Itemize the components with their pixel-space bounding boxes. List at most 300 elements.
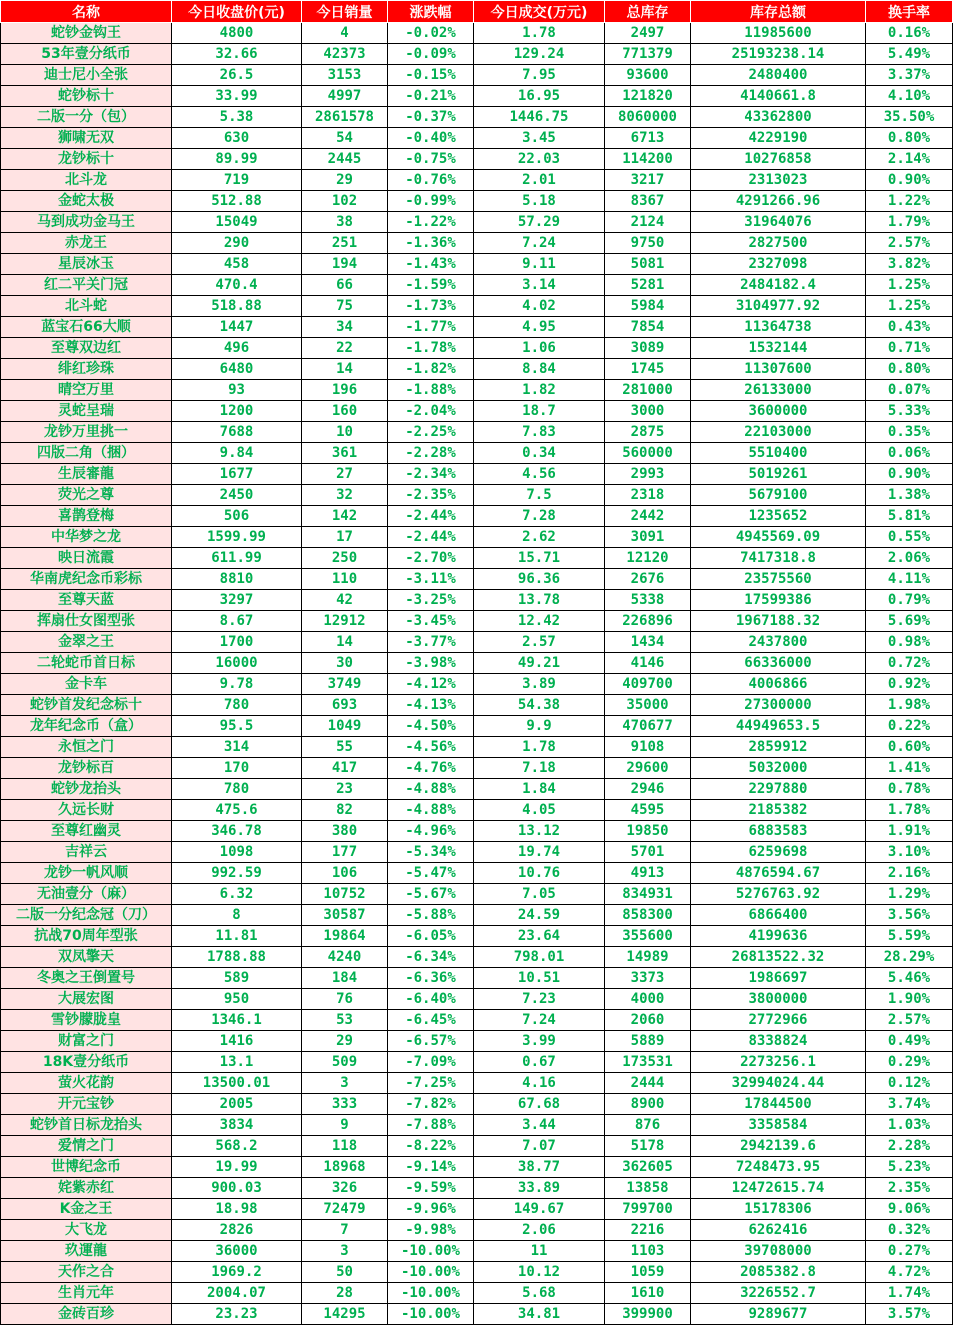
cell-turnover-rate: 5.81% — [866, 506, 953, 527]
cell-turnover-rate: 3.56% — [866, 905, 953, 926]
cell-name: 吉祥云 — [1, 842, 172, 863]
cell-name: 蓝宝石66大顺 — [1, 317, 172, 338]
cell-total-stock: 4913 — [605, 863, 691, 884]
cell-name: 生辰審龍 — [1, 464, 172, 485]
cell-turnover-amount: 9.9 — [474, 716, 605, 737]
cell-volume: 66 — [302, 275, 388, 296]
cell-turnover-amount: 10.51 — [474, 968, 605, 989]
cell-volume: 28 — [302, 1283, 388, 1304]
cell-total-stock: 2497 — [605, 23, 691, 44]
cell-total-stock: 1059 — [605, 1262, 691, 1283]
cell-turnover-rate: 1.03% — [866, 1115, 953, 1136]
cell-stock-value: 66336000 — [691, 653, 866, 674]
cell-close-price: 3297 — [172, 590, 302, 611]
cell-change: -7.82% — [388, 1094, 474, 1115]
table-row — [1, 695, 953, 716]
cell-close-price: 1098 — [172, 842, 302, 863]
cell-stock-value: 3104977.92 — [691, 296, 866, 317]
cell-total-stock: 3373 — [605, 968, 691, 989]
cell-total-stock: 4595 — [605, 800, 691, 821]
cell-turnover-rate: 2.57% — [866, 233, 953, 254]
cell-volume: 380 — [302, 821, 388, 842]
cell-total-stock: 355600 — [605, 926, 691, 947]
cell-total-stock: 3091 — [605, 527, 691, 548]
cell-close-price: 13.1 — [172, 1052, 302, 1073]
cell-close-price: 93 — [172, 380, 302, 401]
cell-change: -3.77% — [388, 632, 474, 653]
cell-turnover-rate: 4.72% — [866, 1262, 953, 1283]
cell-change: -6.34% — [388, 947, 474, 968]
header-change: 涨跌幅 — [388, 1, 474, 23]
table-row — [1, 1262, 953, 1283]
header-turnover-amount: 今日成交(万元) — [474, 1, 605, 23]
table-row — [1, 191, 953, 212]
cell-volume: 10752 — [302, 884, 388, 905]
cell-close-price: 2005 — [172, 1094, 302, 1115]
cell-stock-value: 4006866 — [691, 674, 866, 695]
cell-stock-value: 4291266.96 — [691, 191, 866, 212]
cell-volume: 76 — [302, 989, 388, 1010]
cell-turnover-amount: 12.42 — [474, 611, 605, 632]
table-row — [1, 863, 953, 884]
cell-stock-value: 4229190 — [691, 128, 866, 149]
cell-stock-value: 7248473.95 — [691, 1157, 866, 1178]
table-row — [1, 1241, 953, 1262]
cell-turnover-rate: 5.59% — [866, 926, 953, 947]
cell-change: -9.96% — [388, 1199, 474, 1220]
cell-volume: 250 — [302, 548, 388, 569]
cell-stock-value: 10276858 — [691, 149, 866, 170]
cell-turnover-rate: 1.98% — [866, 695, 953, 716]
cell-turnover-rate: 0.27% — [866, 1241, 953, 1262]
cell-close-price: 1700 — [172, 632, 302, 653]
cell-total-stock: 8900 — [605, 1094, 691, 1115]
cell-stock-value: 5032000 — [691, 758, 866, 779]
cell-change: -6.40% — [388, 989, 474, 1010]
cell-turnover-rate: 0.29% — [866, 1052, 953, 1073]
cell-close-price: 3834 — [172, 1115, 302, 1136]
cell-close-price: 346.78 — [172, 821, 302, 842]
cell-volume: 32 — [302, 485, 388, 506]
cell-turnover-amount: 38.77 — [474, 1157, 605, 1178]
cell-total-stock: 281000 — [605, 380, 691, 401]
cell-turnover-amount: 7.24 — [474, 1010, 605, 1031]
cell-stock-value: 17599386 — [691, 590, 866, 611]
cell-name: 灵蛇呈瑞 — [1, 401, 172, 422]
cell-change: -8.22% — [388, 1136, 474, 1157]
table-row — [1, 1073, 953, 1094]
cell-volume: 29 — [302, 170, 388, 191]
cell-volume: 118 — [302, 1136, 388, 1157]
cell-volume: 4240 — [302, 947, 388, 968]
cell-total-stock: 2060 — [605, 1010, 691, 1031]
cell-turnover-amount: 3.89 — [474, 674, 605, 695]
table-row — [1, 1010, 953, 1031]
cell-close-price: 512.88 — [172, 191, 302, 212]
cell-name: 玖運龍 — [1, 1241, 172, 1262]
cell-turnover-rate: 1.91% — [866, 821, 953, 842]
cell-change: -2.44% — [388, 527, 474, 548]
cell-volume: 22 — [302, 338, 388, 359]
cell-stock-value: 26813522.32 — [691, 947, 866, 968]
cell-turnover-amount: 54.38 — [474, 695, 605, 716]
cell-turnover-amount: 10.12 — [474, 1262, 605, 1283]
cell-change: -0.76% — [388, 170, 474, 191]
cell-total-stock: 1610 — [605, 1283, 691, 1304]
cell-stock-value: 17844500 — [691, 1094, 866, 1115]
cell-turnover-rate: 2.28% — [866, 1136, 953, 1157]
cell-total-stock: 5889 — [605, 1031, 691, 1052]
cell-turnover-rate: 3.82% — [866, 254, 953, 275]
cell-total-stock: 858300 — [605, 905, 691, 926]
cell-turnover-rate: 5.46% — [866, 968, 953, 989]
cell-close-price: 470.4 — [172, 275, 302, 296]
table-row — [1, 86, 953, 107]
cell-change: -3.11% — [388, 569, 474, 590]
cell-close-price: 19.99 — [172, 1157, 302, 1178]
cell-name: 至尊双边红 — [1, 338, 172, 359]
cell-volume: 42 — [302, 590, 388, 611]
cell-turnover-amount: 4.02 — [474, 296, 605, 317]
cell-volume: 50 — [302, 1262, 388, 1283]
cell-turnover-rate: 28.29% — [866, 947, 953, 968]
cell-volume: 12912 — [302, 611, 388, 632]
cell-change: -0.40% — [388, 128, 474, 149]
cell-change: -10.00% — [388, 1241, 474, 1262]
table-row — [1, 422, 953, 443]
table-row — [1, 506, 953, 527]
cell-volume: 17 — [302, 527, 388, 548]
cell-stock-value: 2437800 — [691, 632, 866, 653]
cell-stock-value: 11985600 — [691, 23, 866, 44]
cell-turnover-rate: 3.57% — [866, 1304, 953, 1325]
cell-stock-value: 2480400 — [691, 65, 866, 86]
cell-close-price: 458 — [172, 254, 302, 275]
cell-close-price: 1677 — [172, 464, 302, 485]
cell-turnover-rate: 0.90% — [866, 170, 953, 191]
cell-volume: 110 — [302, 569, 388, 590]
cell-turnover-rate: 1.29% — [866, 884, 953, 905]
cell-name: 绯红珍珠 — [1, 359, 172, 380]
cell-total-stock: 13858 — [605, 1178, 691, 1199]
table-row — [1, 44, 953, 65]
cell-name: 星辰冰玉 — [1, 254, 172, 275]
cell-total-stock: 93600 — [605, 65, 691, 86]
cell-turnover-amount: 24.59 — [474, 905, 605, 926]
cell-close-price: 992.59 — [172, 863, 302, 884]
cell-change: -2.28% — [388, 443, 474, 464]
cell-volume: 29 — [302, 1031, 388, 1052]
cell-stock-value: 3358584 — [691, 1115, 866, 1136]
cell-turnover-amount: 0.34 — [474, 443, 605, 464]
cell-turnover-rate: 5.33% — [866, 401, 953, 422]
cell-turnover-amount: 129.24 — [474, 44, 605, 65]
cell-stock-value: 1532144 — [691, 338, 866, 359]
cell-name: 喜鹊登梅 — [1, 506, 172, 527]
table-row — [1, 821, 953, 842]
cell-turnover-amount: 1446.75 — [474, 107, 605, 128]
cell-turnover-rate: 0.90% — [866, 464, 953, 485]
cell-turnover-amount: 16.95 — [474, 86, 605, 107]
cell-change: -4.96% — [388, 821, 474, 842]
cell-turnover-amount: 8.84 — [474, 359, 605, 380]
cell-change: -10.00% — [388, 1262, 474, 1283]
cell-total-stock: 5178 — [605, 1136, 691, 1157]
cell-turnover-amount: 4.05 — [474, 800, 605, 821]
cell-stock-value: 44949653.5 — [691, 716, 866, 737]
cell-total-stock: 2216 — [605, 1220, 691, 1241]
cell-name: 金卡车 — [1, 674, 172, 695]
table-row — [1, 485, 953, 506]
cell-turnover-rate: 1.79% — [866, 212, 953, 233]
table-row — [1, 590, 953, 611]
table-row — [1, 1304, 953, 1325]
cell-volume: 14295 — [302, 1304, 388, 1325]
cell-volume: 142 — [302, 506, 388, 527]
cell-volume: 4997 — [302, 86, 388, 107]
table-row — [1, 1220, 953, 1241]
cell-total-stock: 1434 — [605, 632, 691, 653]
cell-volume: 82 — [302, 800, 388, 821]
cell-change: -1.59% — [388, 275, 474, 296]
cell-change: -6.36% — [388, 968, 474, 989]
cell-close-price: 1416 — [172, 1031, 302, 1052]
cell-stock-value: 5679100 — [691, 485, 866, 506]
cell-close-price: 9.84 — [172, 443, 302, 464]
cell-turnover-rate: 1.41% — [866, 758, 953, 779]
cell-change: -6.05% — [388, 926, 474, 947]
cell-close-price: 1969.2 — [172, 1262, 302, 1283]
cell-close-price: 290 — [172, 233, 302, 254]
cell-total-stock: 2875 — [605, 422, 691, 443]
cell-total-stock: 2318 — [605, 485, 691, 506]
cell-name: 二版一分纪念冠（刀） — [1, 905, 172, 926]
cell-close-price: 6.32 — [172, 884, 302, 905]
cell-change: -10.00% — [388, 1283, 474, 1304]
cell-volume: 75 — [302, 296, 388, 317]
cell-name: 北斗龙 — [1, 170, 172, 191]
cell-volume: 196 — [302, 380, 388, 401]
cell-change: -1.88% — [388, 380, 474, 401]
cell-stock-value: 4945569.09 — [691, 527, 866, 548]
cell-change: -5.88% — [388, 905, 474, 926]
cell-close-price: 314 — [172, 737, 302, 758]
cell-total-stock: 29600 — [605, 758, 691, 779]
cell-turnover-rate: 9.06% — [866, 1199, 953, 1220]
cell-turnover-amount: 7.95 — [474, 65, 605, 86]
cell-stock-value: 3800000 — [691, 989, 866, 1010]
cell-name: 开元宝钞 — [1, 1094, 172, 1115]
cell-change: -4.88% — [388, 779, 474, 800]
cell-stock-value: 11307600 — [691, 359, 866, 380]
cell-close-price: 496 — [172, 338, 302, 359]
cell-close-price: 950 — [172, 989, 302, 1010]
cell-name: 二轮蛇币首日标 — [1, 653, 172, 674]
cell-name: 蛇钞首发纪念标十 — [1, 695, 172, 716]
cell-turnover-rate: 1.78% — [866, 800, 953, 821]
cell-volume: 10 — [302, 422, 388, 443]
cell-volume: 72479 — [302, 1199, 388, 1220]
cell-change: -6.45% — [388, 1010, 474, 1031]
table-row — [1, 107, 953, 128]
table-row — [1, 212, 953, 233]
cell-turnover-rate: 2.16% — [866, 863, 953, 884]
cell-turnover-amount: 7.07 — [474, 1136, 605, 1157]
table-row — [1, 233, 953, 254]
table-row — [1, 611, 953, 632]
cell-turnover-rate: 0.12% — [866, 1073, 953, 1094]
cell-stock-value: 2185382 — [691, 800, 866, 821]
cell-volume: 4 — [302, 23, 388, 44]
cell-stock-value: 2827500 — [691, 233, 866, 254]
cell-turnover-amount: 3.99 — [474, 1031, 605, 1052]
cell-turnover-amount: 7.05 — [474, 884, 605, 905]
cell-total-stock: 19850 — [605, 821, 691, 842]
cell-name: 无油壹分（麻） — [1, 884, 172, 905]
cell-turnover-amount: 1.06 — [474, 338, 605, 359]
table-row — [1, 1094, 953, 1115]
cell-name: 18K壹分纸币 — [1, 1052, 172, 1073]
cell-name: 龙钞一帆风顺 — [1, 863, 172, 884]
cell-total-stock: 5081 — [605, 254, 691, 275]
cell-name: 迪士尼小全张 — [1, 65, 172, 86]
cell-turnover-amount: 34.81 — [474, 1304, 605, 1325]
cell-turnover-amount: 1.78 — [474, 737, 605, 758]
cell-turnover-rate: 3.74% — [866, 1094, 953, 1115]
cell-turnover-rate: 4.11% — [866, 569, 953, 590]
cell-change: -1.43% — [388, 254, 474, 275]
cell-close-price: 5.38 — [172, 107, 302, 128]
cell-stock-value: 6883583 — [691, 821, 866, 842]
cell-turnover-rate: 0.07% — [866, 380, 953, 401]
cell-stock-value: 3600000 — [691, 401, 866, 422]
cell-turnover-amount: 22.03 — [474, 149, 605, 170]
cell-total-stock: 226896 — [605, 611, 691, 632]
cell-turnover-rate: 1.25% — [866, 275, 953, 296]
cell-turnover-amount: 0.67 — [474, 1052, 605, 1073]
cell-close-price: 9.78 — [172, 674, 302, 695]
table-row — [1, 947, 953, 968]
cell-turnover-amount: 3.45 — [474, 128, 605, 149]
cell-stock-value: 1986697 — [691, 968, 866, 989]
cell-stock-value: 2859912 — [691, 737, 866, 758]
cell-volume: 34 — [302, 317, 388, 338]
table-row — [1, 254, 953, 275]
cell-change: -4.12% — [388, 674, 474, 695]
cell-turnover-rate: 0.32% — [866, 1220, 953, 1241]
cell-name: 金翠之王 — [1, 632, 172, 653]
cell-total-stock: 3217 — [605, 170, 691, 191]
cell-change: -4.13% — [388, 695, 474, 716]
cell-total-stock: 121820 — [605, 86, 691, 107]
header-stock-value: 库存总额 — [691, 1, 866, 23]
cell-turnover-rate: 0.79% — [866, 590, 953, 611]
table-row — [1, 1136, 953, 1157]
cell-change: -4.76% — [388, 758, 474, 779]
cell-name: 永恒之门 — [1, 737, 172, 758]
cell-stock-value: 11364738 — [691, 317, 866, 338]
cell-stock-value: 2327098 — [691, 254, 866, 275]
cell-name: K金之王 — [1, 1199, 172, 1220]
table-row — [1, 674, 953, 695]
cell-stock-value: 2313023 — [691, 170, 866, 191]
cell-change: -1.78% — [388, 338, 474, 359]
table-row — [1, 380, 953, 401]
cell-turnover-rate: 0.55% — [866, 527, 953, 548]
cell-close-price: 16000 — [172, 653, 302, 674]
cell-close-price: 630 — [172, 128, 302, 149]
cell-volume: 7 — [302, 1220, 388, 1241]
cell-turnover-rate: 1.90% — [866, 989, 953, 1010]
table-row — [1, 1178, 953, 1199]
cell-turnover-amount: 7.24 — [474, 233, 605, 254]
cell-name: 二版一分（包） — [1, 107, 172, 128]
cell-name: 天作之合 — [1, 1262, 172, 1283]
cell-volume: 509 — [302, 1052, 388, 1073]
cell-volume: 3 — [302, 1241, 388, 1262]
cell-name: 双凤擎天 — [1, 947, 172, 968]
cell-change: -2.25% — [388, 422, 474, 443]
cell-turnover-rate: 35.50% — [866, 107, 953, 128]
table-row — [1, 569, 953, 590]
cell-total-stock: 5701 — [605, 842, 691, 863]
cell-name: 龙钞标百 — [1, 758, 172, 779]
cell-stock-value: 27300000 — [691, 695, 866, 716]
cell-change: -3.45% — [388, 611, 474, 632]
cell-total-stock: 4000 — [605, 989, 691, 1010]
table-row — [1, 1052, 953, 1073]
cell-turnover-rate: 0.78% — [866, 779, 953, 800]
cell-name: 蛇钞首日标龙抬头 — [1, 1115, 172, 1136]
cell-volume: 9 — [302, 1115, 388, 1136]
cell-change: -0.15% — [388, 65, 474, 86]
cell-volume: 54 — [302, 128, 388, 149]
cell-total-stock: 9750 — [605, 233, 691, 254]
cell-volume: 18968 — [302, 1157, 388, 1178]
cell-stock-value: 6259698 — [691, 842, 866, 863]
cell-stock-value: 5276763.92 — [691, 884, 866, 905]
cell-turnover-amount: 13.12 — [474, 821, 605, 842]
cell-close-price: 95.5 — [172, 716, 302, 737]
cell-turnover-rate: 0.49% — [866, 1031, 953, 1052]
cell-turnover-amount: 96.36 — [474, 569, 605, 590]
cell-change: -3.98% — [388, 653, 474, 674]
cell-name: 龙钞万里挑一 — [1, 422, 172, 443]
cell-turnover-amount: 2.01 — [474, 170, 605, 191]
cell-turnover-rate: 5.69% — [866, 611, 953, 632]
cell-volume: 102 — [302, 191, 388, 212]
cell-turnover-amount: 3.14 — [474, 275, 605, 296]
header-volume: 今日销量 — [302, 1, 388, 23]
cell-turnover-amount: 5.18 — [474, 191, 605, 212]
cell-stock-value: 4876594.67 — [691, 863, 866, 884]
cell-volume: 14 — [302, 359, 388, 380]
cell-stock-value: 23575560 — [691, 569, 866, 590]
cell-turnover-amount: 57.29 — [474, 212, 605, 233]
cell-stock-value: 39708000 — [691, 1241, 866, 1262]
cell-name: 金蛇太极 — [1, 191, 172, 212]
cell-turnover-amount: 9.11 — [474, 254, 605, 275]
cell-turnover-amount: 1.78 — [474, 23, 605, 44]
cell-total-stock: 114200 — [605, 149, 691, 170]
cell-turnover-amount: 4.16 — [474, 1073, 605, 1094]
cell-close-price: 1599.99 — [172, 527, 302, 548]
cell-name: 生肖元年 — [1, 1283, 172, 1304]
cell-turnover-rate: 4.10% — [866, 86, 953, 107]
cell-stock-value: 6262416 — [691, 1220, 866, 1241]
cell-name: 中华梦之龙 — [1, 527, 172, 548]
header-name: 名称 — [1, 1, 172, 23]
